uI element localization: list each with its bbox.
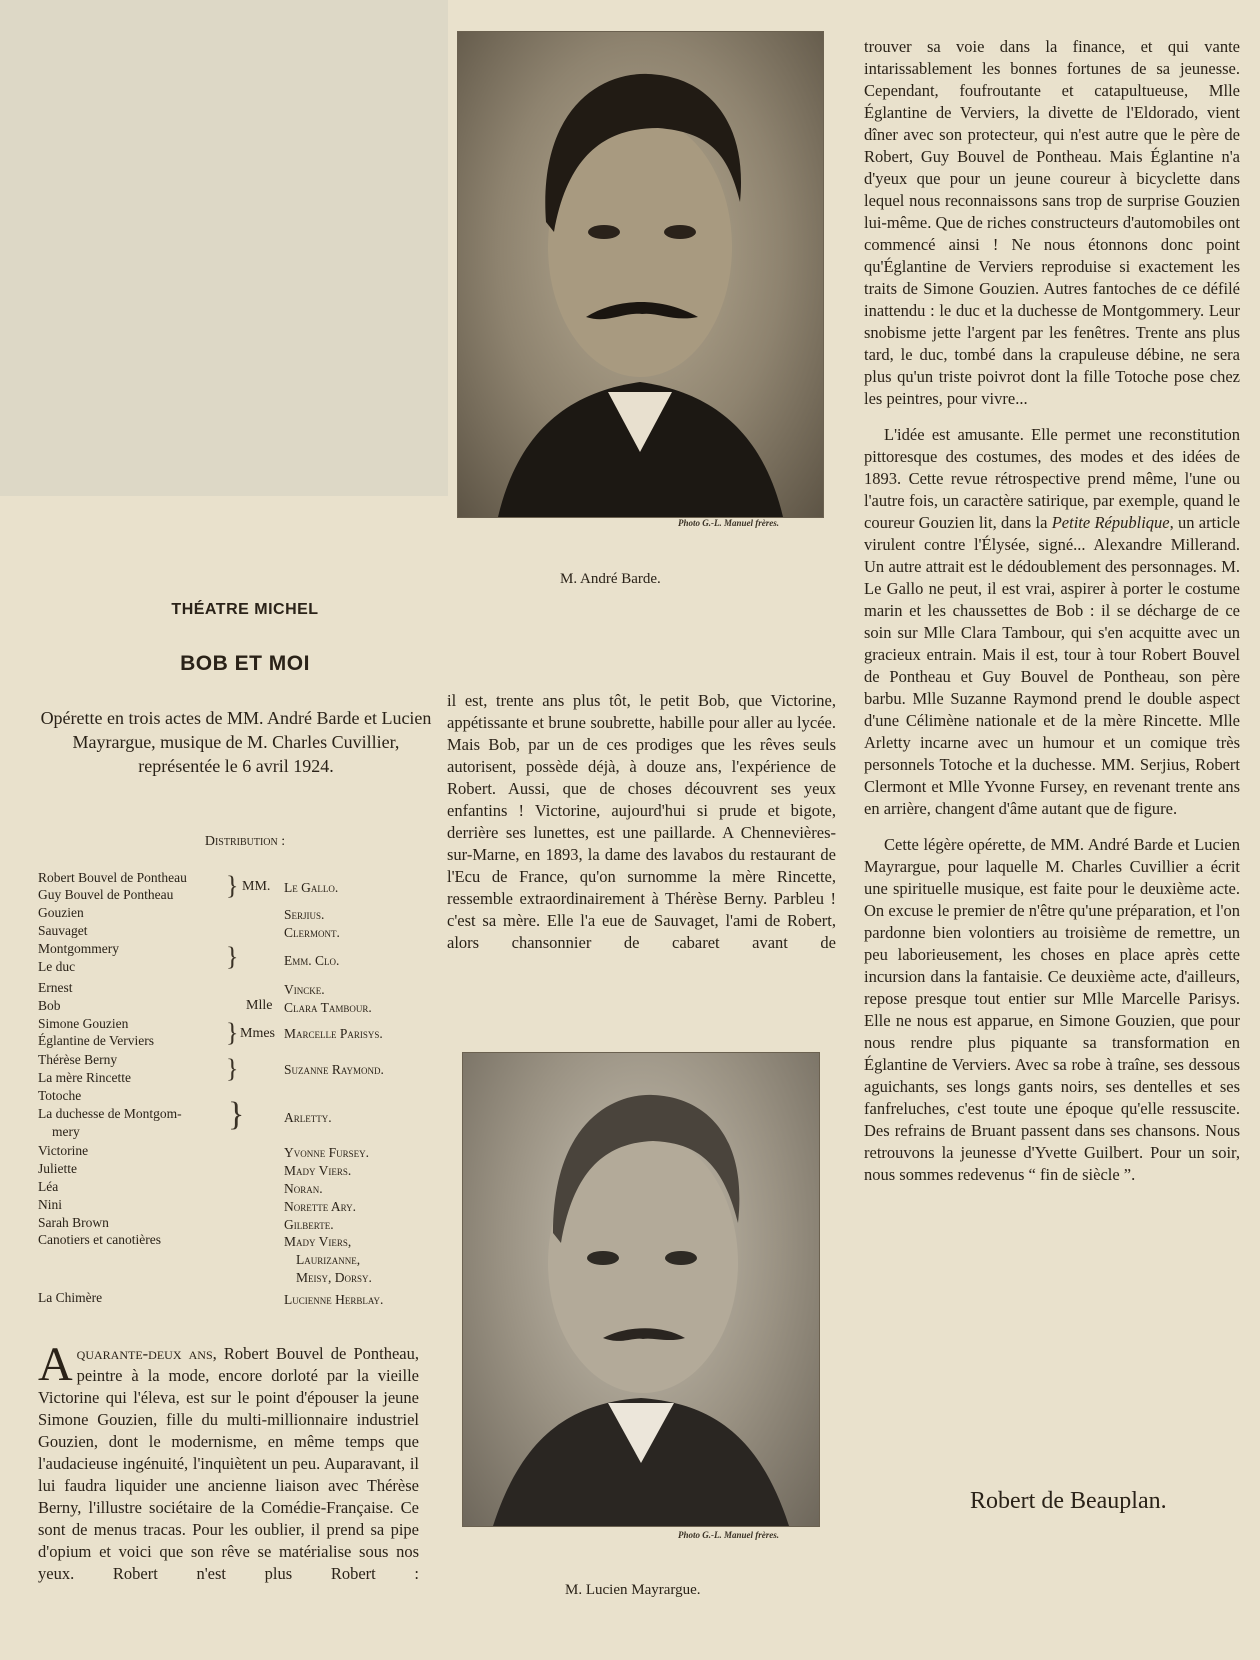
cast-row — [38, 1143, 438, 1160]
cast-role: Totoche — [38, 1088, 82, 1103]
article-column-2 — [447, 690, 836, 954]
cast-actor: Serjius. — [284, 907, 325, 922]
cast-actor: Yvonne Fursey. — [284, 1145, 370, 1160]
cast-row — [38, 1232, 438, 1249]
cast-role: Juliette — [38, 1161, 77, 1176]
cast-role: Robert Bouvel de Pontheau — [38, 870, 187, 885]
cast-role: Gouzien — [38, 905, 84, 920]
author-signature: Robert de Beauplan. — [970, 1488, 1167, 1514]
cast-role: Victorine — [38, 1143, 89, 1158]
cast-role: La duchesse de Montgom- — [38, 1106, 182, 1121]
cast-role: Églantine de Verviers — [38, 1033, 154, 1048]
play-description: Opérette en trois actes de MM. André Barde et Lucien Mayrargue, musique de M. Charles Cuvillier, représentée le 6 avril 1924. — [40, 708, 432, 776]
cast-actor: Marcelle Parisys. — [284, 1026, 383, 1041]
photo-credit-bottom: Photo G.-L. Manuel frères. — [678, 1530, 779, 1540]
cast-role: Thérèse Berny — [38, 1052, 118, 1067]
cast-role: La mère Rincette — [38, 1070, 131, 1085]
prefix-mmes: Mmes — [240, 1026, 275, 1041]
cast-actor: Lucienne Herblay. — [284, 1292, 384, 1307]
photo-lucien-mayrargue — [462, 1052, 820, 1527]
cast-row — [38, 1290, 438, 1307]
cast-row — [38, 1197, 438, 1214]
cast-actor: Arletty. — [284, 1110, 332, 1125]
prefix-mlle: Mlle — [246, 998, 273, 1013]
article-paragraph: Cette légère opérette, de MM. André Barde et Lucien Mayrargue, pour laquelle M. Charles Cuvillier a écrit une spirituelle musique, est faite pour le deuxième acte. On excuse le premier de n'être qu'une préparation, et l'on pardonne bien volontiers au troisième de remettre, un peu laborieusement, les choses en place après cette incursion dans la fantaisie. Ce deuxième acte, d'ailleurs, repose presque tout entier sur Mlle Marcelle Parisys. Elle ne nous est apparue, en Simone Gouzien, que pour nous rendre plus piquante sa transformation en Églantine de Verviers. Avec sa robe à traîne, ses dessous aguichants, ses longs gants noirs, ses dentelles et ses fanfreluches, c'est toute une époque qu'elle ressuscite. Des refrains de Bruant passent dans ses chansons. Nous retrouvons la jeunesse d'Yvette Guilbert. Pour un soir, nous sommes redevenus “ fin de siècle ”. — [864, 835, 1240, 1184]
cast-row — [38, 1215, 438, 1232]
cast-actor: Gilberte. — [284, 1217, 334, 1232]
cast-actor: Clara Tambour. — [284, 1000, 372, 1015]
article-column-3 — [864, 36, 1240, 1186]
cast-role: Sauvaget — [38, 923, 88, 938]
cast-role: Ernest — [38, 980, 73, 995]
article-text: Robert Bouvel de Pontheau, peintre à la mode, encore dorloté par la vieille Victorine qui l'éleva, est sur le point d'épouser la jeune Simone Gouzien, fille du multi-millionnaire industriel Gouzien, dont le modernisme, en même temps que l'audacieuse ingénuité, l'inquiètent un peu. Auparavant, il lui faudra liquider une ancienne liaison avec Thérèse Berny, l'illustre sociétaire de la Comédie-Française. Ce sont de menus tracas. Pour les oublier, il prend sa pipe d'opium et voici que son rêve se matérialise sous nos yeux. Robert n'est plus Robert : — [38, 1344, 419, 1583]
drop-cap: A — [38, 1338, 73, 1391]
cast-role: Le duc — [38, 959, 76, 974]
article-text: L'idée est amusante. Elle permet une reconstitution pittoresque des costumes, des modes et des idées de 1893. Cette revue rétrospective prend même, l'une ou l'autre fois, un caractère satirique, par exemple, quand le coureur Gouzien lit, dans la — [864, 425, 1240, 532]
brace: } — [226, 1054, 239, 1083]
cast-actor: Clermont. — [284, 925, 340, 940]
brace: } — [226, 1018, 239, 1047]
article-lead: quarante-deux ans, — [76, 1344, 217, 1363]
cast-actor: Laurizanne, — [296, 1252, 361, 1267]
newspaper-title: Petite République — [1051, 513, 1170, 532]
cast-actor: Meisy, Dorsy. — [296, 1270, 372, 1285]
cast-actor: Emm. Clo. — [284, 953, 340, 968]
cast-role: La Chimère — [38, 1290, 103, 1305]
brace: } — [226, 871, 239, 900]
cast-row — [38, 998, 438, 1015]
cast-role: Simone Gouzien — [38, 1016, 129, 1031]
cast-role: Léa — [38, 1179, 59, 1194]
article-text: , un article virulent contre l'Élysée, signé... Alexandre Millerand. Un autre attrait est le dédoublement des personnages. M. Le Gallo ne peut, il est vrai, aspirer à porter le costume marin et les chaussettes de Bob : il se décharge de ce soin sur Mlle Clara Tambour, qui s'en acquitte avec un gracieux entrain. Mais il est, tour à tour Robert Bouvel de Pontheau et Guy Bouvel de Pontheau, son père barbu. Mlle Suzanne Raymond prend le double aspect d'une Célimène nationale et de la mère Rincette. Mlle Arletty incarne avec un humour et un comique très personnels Totoche et la duchesse. MM. Serjius, Robert Clermont et Mlle Yvonne Fursey, en revenant trente ans en arrière, changent d'âme autant que de figure. — [864, 513, 1241, 818]
photo-credit-top: Photo G.-L. Manuel frères. — [678, 518, 779, 528]
cast-row — [38, 1179, 438, 1196]
cast-actor: Mady Viers. — [284, 1163, 352, 1178]
cast-role: Guy Bouvel de Pontheau — [38, 887, 174, 902]
article-column-1 — [38, 1338, 419, 1585]
cast-role: Bob — [38, 998, 61, 1013]
caption-andre-barde: M. André Barde. — [560, 571, 661, 587]
cast-role: Nini — [38, 1197, 63, 1212]
cast-role: Canotiers et canotières — [38, 1232, 161, 1247]
cast-row — [38, 923, 438, 940]
brace: } — [226, 942, 239, 971]
cast-actor: Vincke. — [284, 982, 325, 997]
theatre-name: THÉATRE MICHEL — [171, 601, 319, 618]
caption-lucien-mayrargue: M. Lucien Mayrargue. — [565, 1582, 701, 1598]
cast-role: Montgommery — [38, 941, 119, 956]
article-paragraph: trouver sa voie dans la finance, et qui vante intarissablement les bonnes fortunes de sa jeunesse. Cependant, foufroutante et catapultueuse, Mlle Églantine de Verviers, la divette de l'Eldorado, vient dîner avec son protecteur, qui n'est autre que le père de Robert, Guy Bouvel de Pontheau. Mais Églantine n'a d'yeux que pour un jeune coureur à bicyclette dans lequel nous reconnaissons sans trop de surprise Gouzien lui-même. Que de riches constructeurs d'automobiles ont commencé ainsi ! Ne nous étonnons donc point qu'Églantine de Verviers reproduise si exactement les traits de Simone Gouzien. Autres fantoches de ce défilé inattendu : le duc et la duchesse de Montgommery. Leur snobisme jette l'argent par les fenêtres. Trente ans plus tard, le duc, tombé dans la crapuleuse débine, ne sera plus qu'un triste poivrot dont la fille Totoche pose chez les peintres, pour vivre... — [864, 37, 1240, 408]
play-title: BOB ET MOI — [180, 652, 310, 675]
portrait-illustration — [463, 1053, 819, 1526]
cast-actor: Le Gallo. — [284, 880, 339, 895]
cast-row — [38, 1161, 438, 1178]
distribution-heading: Distribution : — [204, 834, 286, 849]
prefix-mm: MM. — [242, 879, 271, 894]
portrait-illustration — [458, 32, 823, 517]
cast-row — [38, 980, 438, 997]
photo-andre-barde — [457, 31, 824, 518]
cast-actor: Suzanne Raymond. — [284, 1062, 384, 1077]
cast-role: Sarah Brown — [38, 1215, 109, 1230]
article-text: il est, trente ans plus tôt, le petit Bob, que Victorine, appétissante et brune soubrette, habille pour aller au lycée. Mais Bob, par un de ces prodiges que les rêves seuls autorisent, possède déjà, à douze ans, l'expérience de Robert. Aussi, que de choses découvrent ses yeux enfantins ! Victorine, aujourd'hui si prude et bigote, derrière ses lunettes, est une paillarde. A Chennevières-sur-Marne, en 1893, la dame des lavabos du restaurant de l'Ecu de France, qu'on surnomme la mère Rincette, ressemble extraordinairement à Thérèse Berny. Parbleu ! c'est sa mère. Elle l'a eue de Sauvaget, l'ami de Robert, alors chansonnier de cabaret avant de — [447, 691, 836, 952]
cast-actor: Mady Viers, — [284, 1234, 352, 1249]
cast-actor: Norette Ary. — [284, 1199, 357, 1214]
article-paragraph — [864, 424, 1240, 820]
brace: } — [228, 1096, 245, 1133]
cast-row — [38, 905, 438, 922]
cast-role: mery — [52, 1124, 80, 1139]
cast-actor: Noran. — [284, 1181, 323, 1196]
